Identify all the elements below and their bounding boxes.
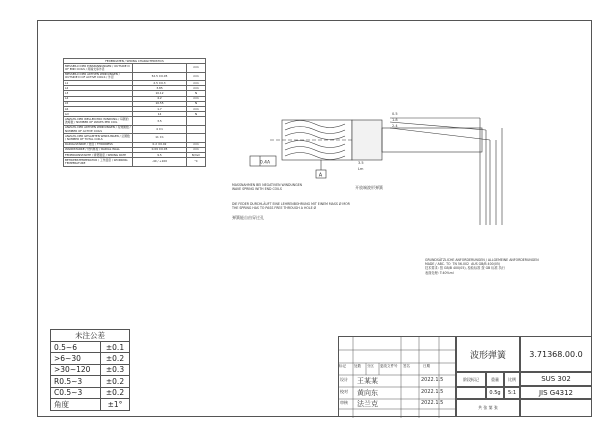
spec-unit: [187, 125, 206, 133]
spec-label: MESSER-D DER AKTIVEN WINDUNGEN / OUTSIDE D OF ACTIVE COILS / 外径: [64, 72, 133, 80]
spec-row: [64, 125, 206, 133]
spec-row: [64, 72, 206, 80]
note-2: DIE FEDER DURCHLÄUFT EINE LEHRENBOHRUNG MIT EINEM MASS Ø MOR THE SPRING HAS TO PASS FREE THROUGH A HOLE Ø: [232, 202, 350, 211]
tolerance-row: [51, 376, 130, 387]
stage-value: [456, 387, 486, 399]
spec-label: L6: [64, 107, 133, 112]
designer-sign: 王某某: [357, 377, 378, 385]
frame-ref: 0.4A: [259, 160, 271, 166]
spec-unit: N: [187, 101, 206, 106]
spec-value: [133, 64, 187, 72]
checker-label: 校对: [340, 389, 348, 394]
spec-value: 2.5 ±0.3: [133, 81, 187, 86]
spec-label: ANZAHL DER WELLEN PRO WINDUNG / 每圈的波峰数 / NUMBER OF WAVES PER COIL: [64, 117, 133, 125]
spec-value: 3.85: [133, 86, 187, 91]
revision-area: [338, 336, 456, 417]
spec-row: [64, 134, 206, 142]
rev-label-1: 处数: [354, 364, 361, 368]
spec-unit: [187, 117, 206, 125]
dim-3: 2.4: [392, 124, 398, 128]
title-block: [338, 336, 592, 417]
part-no: 3.71368.00.0: [520, 336, 592, 372]
spec-unit: N/mm: [187, 153, 206, 158]
tolerance-range: 角度: [51, 398, 101, 410]
material: SUS 302: [520, 372, 592, 386]
date-3: 2022.1.5: [421, 400, 444, 406]
spring-spec-table: [63, 58, 206, 167]
tolerance-range: 0.5~6: [51, 342, 101, 353]
rev-label-0: 标记: [339, 364, 346, 368]
spec-label: RADIALSTÄRKE / 宽度 / THICKNESS: [64, 142, 133, 147]
tolerance-row: [51, 398, 130, 410]
tolerance-value: ±0.1: [100, 342, 129, 353]
spec-header: FEDERDATEN / SPRING CHARACTERISTICS: [64, 59, 206, 64]
spec-unit: mm: [187, 64, 206, 72]
spec-label: WANDSTÄRKE / 材料厚度 / RADIAL WALL: [64, 147, 133, 152]
scale: 5:1: [504, 387, 520, 399]
spec-unit: mm: [187, 147, 206, 152]
spec-label: L1: [64, 81, 133, 86]
spec-label: BETRIEBSTEMPERATUR / 工作温度 / WORKING TEMPERATURE: [64, 158, 133, 166]
spec-row: [64, 64, 206, 72]
spec-value: 11 ±1: [133, 134, 187, 142]
spec-value: 1.7: [133, 107, 187, 112]
weight: 0.5g: [486, 387, 504, 399]
spec-row: [64, 158, 206, 166]
spec-unit: °C: [187, 158, 206, 166]
tolerance-range: >30~120: [51, 364, 101, 375]
spec-label: L3: [64, 91, 133, 96]
approver-label: 审核: [340, 400, 348, 405]
spec-unit: mm: [187, 86, 206, 91]
tolerance-range: >6~30: [51, 353, 101, 364]
spec-unit: [187, 134, 206, 142]
tolerance-title: 未注公差: [51, 330, 130, 342]
tolerance-value: ±1°: [100, 398, 129, 410]
rev-label-2: 分区: [367, 364, 374, 368]
rev-label-4: 签名: [403, 364, 410, 368]
tolerance-value: ±0.2: [100, 353, 129, 364]
approver-sign: 法兰克: [357, 400, 378, 408]
datum-label: A: [318, 172, 323, 179]
spec-label: ANZAHL DER AKTIVEN WINDUNGEN / 有效圈数 / NUMBER OF ACTIVE COILS: [65, 125, 131, 133]
spec-value: 52.5 ±0.05: [133, 72, 187, 80]
stage-label: 阶段标记: [456, 372, 486, 387]
sheet-label: 共 张 第 张: [456, 399, 520, 417]
spec-value: 4 ±1: [133, 125, 187, 133]
spec-label: L5: [64, 101, 133, 106]
spec-label: ANZAHL DER GESAMTEN WINDUNGEN / 总圈数 / NUMBER OF TOTAL COILS: [64, 134, 133, 142]
spec-value: 14: [133, 112, 187, 117]
tolerance-row: [51, 353, 130, 364]
spec-value: 0.09 ±0.05: [133, 147, 187, 152]
dim-5: Lm: [358, 167, 364, 171]
date-1: 2022.1.5: [421, 377, 444, 383]
spec-label: MESSER-D DER EINSPANNUNGEN / OUTSIDE D OF END COILS / 两端支承外径: [64, 64, 133, 72]
spec-value: 10.55: [133, 101, 187, 106]
spec-unit: mm: [187, 107, 206, 112]
spec-value: 4.2: [133, 96, 187, 101]
rev-label-3: 更改文件号: [380, 364, 398, 368]
spec-value: 9.5: [133, 153, 187, 158]
tolerance-row: [51, 387, 130, 398]
spec-unit: N: [187, 112, 206, 117]
spec-label: L4: [64, 96, 133, 101]
tolerance-row: [51, 342, 130, 353]
note-1: MASSNAHMEN BEI NEGATIVEN WINDUNGEN WAVE SPRING WITH END COILS: [232, 183, 303, 192]
rev-label-5: 日期: [423, 364, 430, 368]
spec-row: [64, 117, 206, 125]
spec-label: Lm: [64, 112, 133, 117]
spec-value: 3.5: [133, 117, 187, 125]
dim-2: 1.8: [392, 118, 398, 122]
weight-label: 重量: [486, 372, 504, 387]
note-3: GRUNDSÄTZLICHE ANFORDERUNGEN / ALLGEMEINE ANFORDERUNGEN MADE / ABC. TO TN 56.002 AUS GB/B 400(05) 技术要求: 按 GB/B 400(05), 检验标准 按 GB 标准 执行 表面处理: T:40%ml: [425, 258, 539, 275]
checker-sign: 黄向东: [357, 389, 378, 397]
tolerance-value: ±0.3: [100, 364, 129, 375]
tolerance-value: ±0.2: [100, 376, 129, 387]
spec-value: 0.2 ±0.02: [133, 142, 187, 147]
spec-label: FEDERKONSTANTE / 弹簧刚度 / SPRING RATE: [64, 153, 133, 158]
spec-value: 10.12: [133, 91, 187, 96]
designer-label: 设计: [340, 377, 348, 382]
tolerance-row: [51, 364, 130, 375]
note-1-cn: 开放端波形弹簧: [355, 185, 383, 190]
spec-unit: mm: [187, 96, 206, 101]
tolerance-range: R0.5~3: [51, 376, 101, 387]
part-name: 波形弹簧: [456, 336, 520, 372]
date-2: 2022.1.5: [421, 389, 444, 395]
tolerance-range: C0.5~3: [51, 387, 101, 398]
spec-unit: mm: [187, 81, 206, 86]
spec-unit: N: [187, 91, 206, 96]
spec-unit: mm: [187, 72, 206, 80]
note-2-cn: 弹簧能自由穿过孔: [232, 215, 264, 220]
tolerance-value: ±0.2: [100, 387, 129, 398]
dim-4: 3.5: [358, 161, 364, 165]
standard: JIS G4312: [520, 386, 592, 399]
spec-label: L2: [64, 86, 133, 91]
dim-1: 0.5: [392, 112, 398, 116]
spec-value: -40 / +100: [133, 158, 187, 166]
scale-label: 比例: [504, 372, 520, 387]
spring-section: [282, 120, 352, 160]
spec-unit: mm: [187, 142, 206, 147]
company-area: [520, 399, 592, 417]
tolerance-table: [50, 329, 130, 411]
